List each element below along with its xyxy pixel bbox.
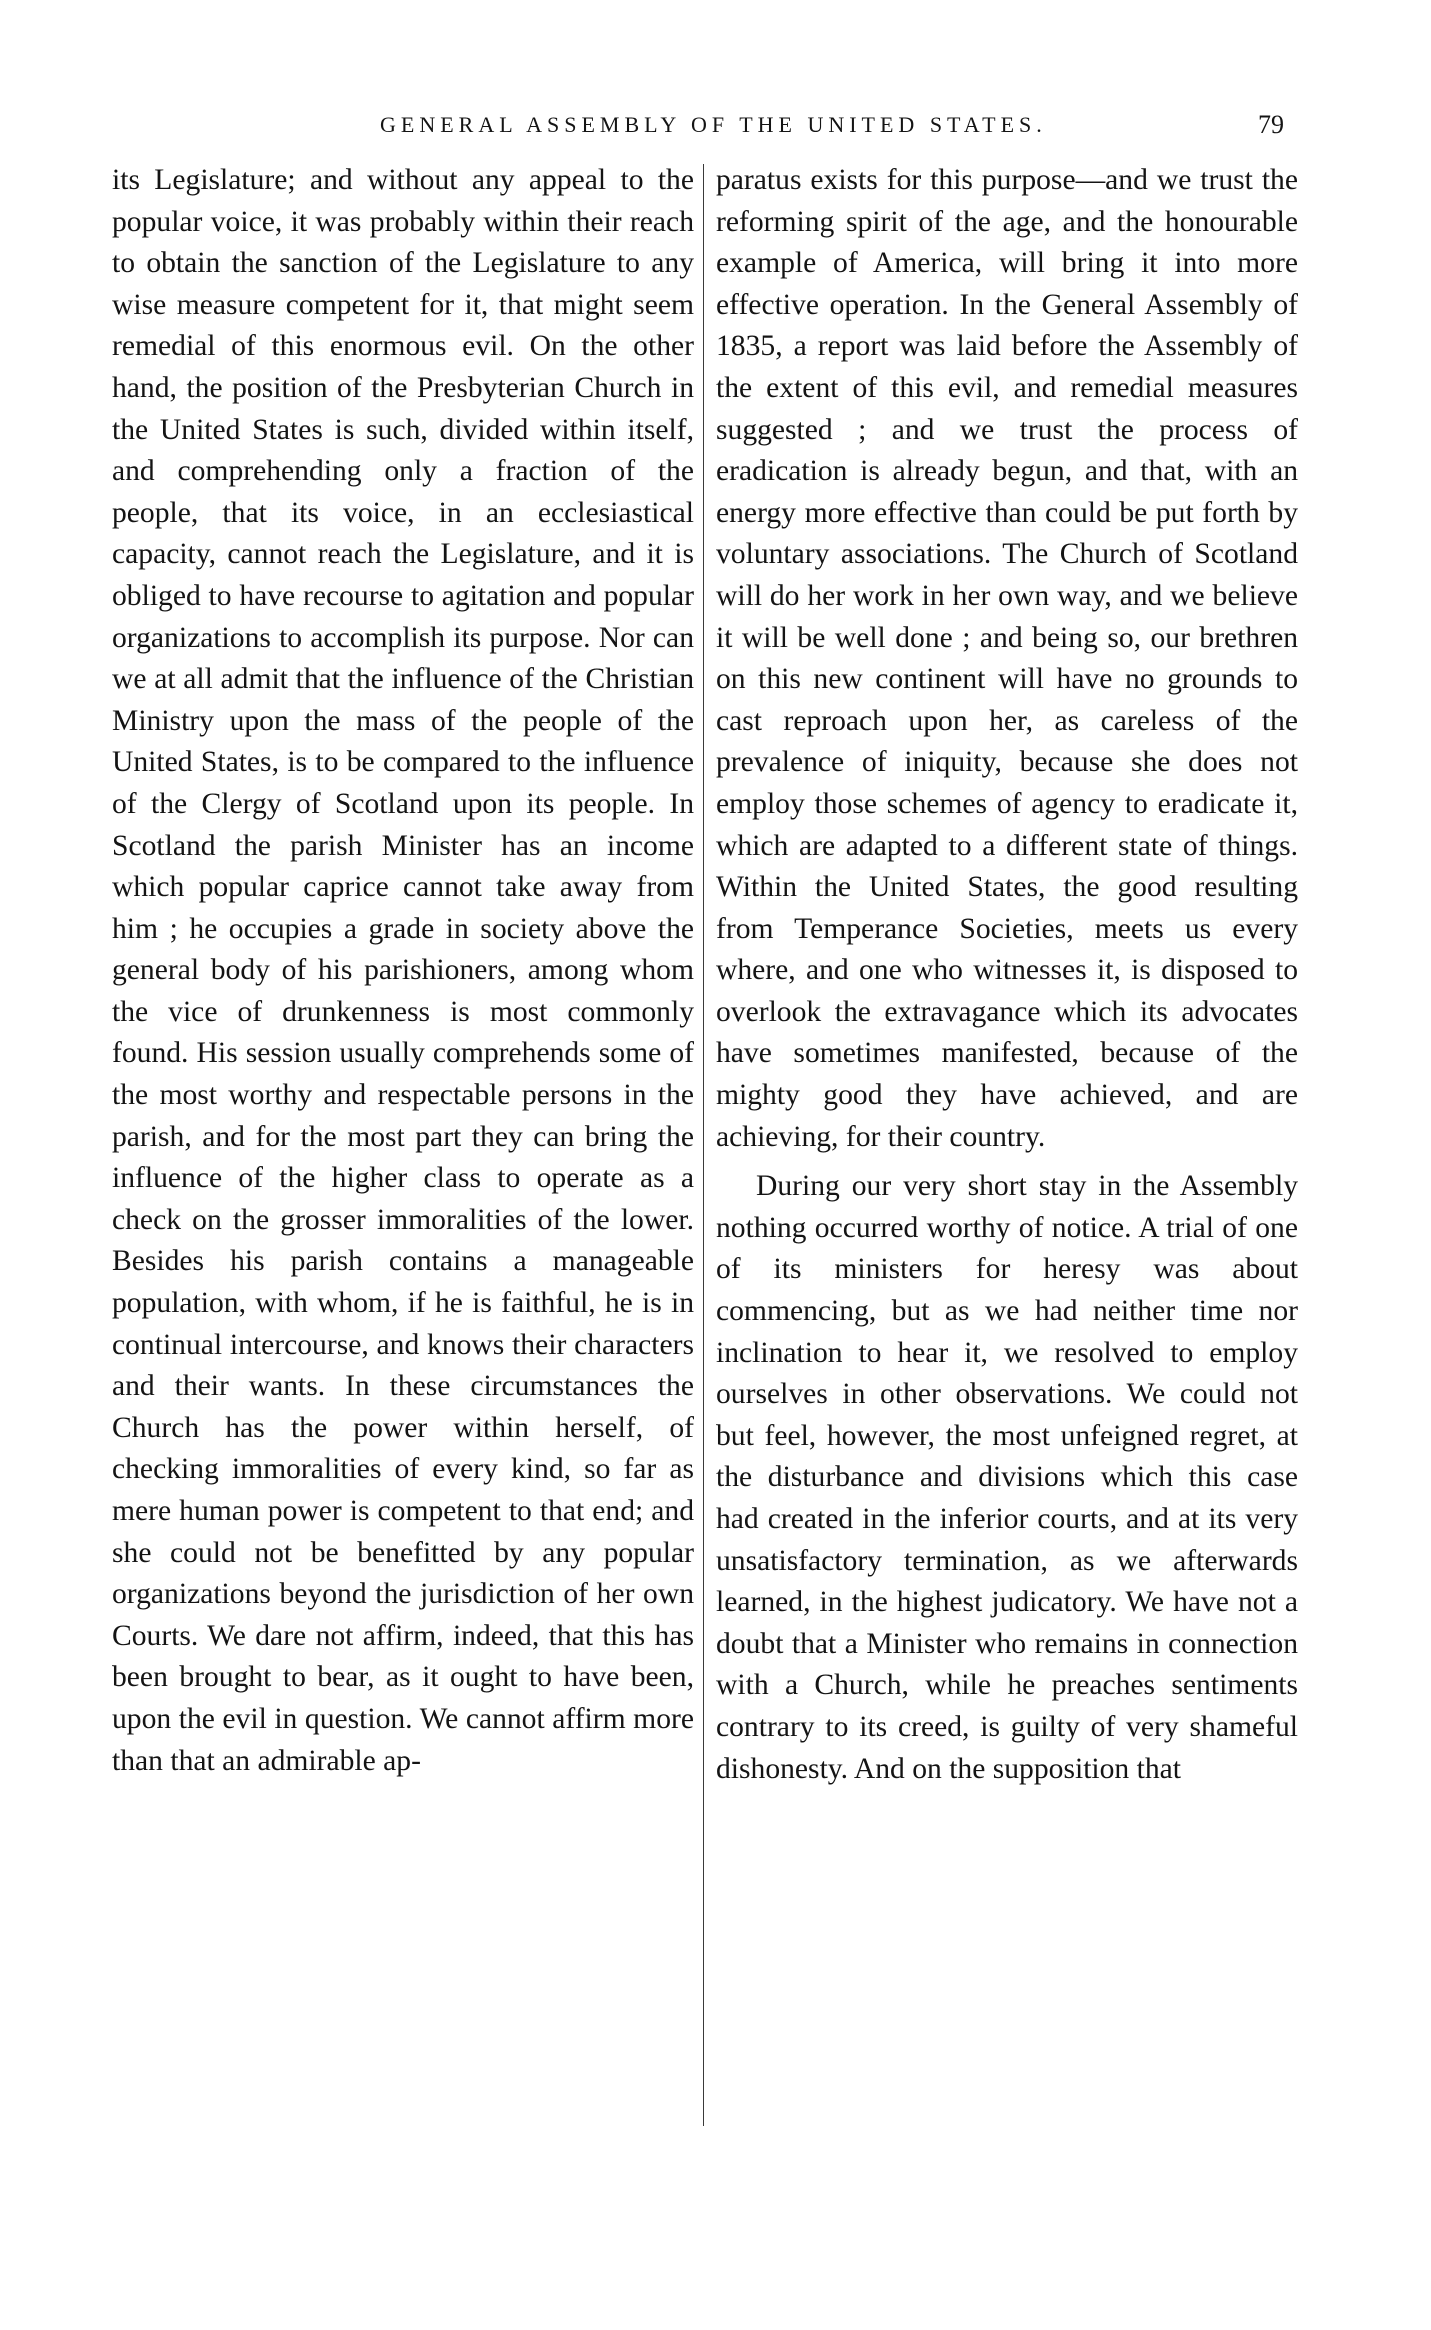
left-column: [112, 160, 694, 1782]
right-column-paragraph-1: paratus exists for this purpose—and we trust the reforming spirit of the age, and the honourable example of America, will bring it into more effective operation. In the General Assembly of 1835, a report was laid before the Assembly of the extent of this evil, and remedial measures suggested ; and we trust the process of eradication is already begun, and that, with an energy more effective than could be put forth by voluntary associations. The Church of Scotland will do her work in her own way, and we believe it will be well done ; and being so, our brethren on this new continent will have no grounds to cast reproach upon her, as careless of the prevalence of iniquity, because she does not employ those schemes of agency to eradicate it, which are adapted to a different state of things. Within the United States, the good resulting from Temperance Societies, meets us every where, and one who witnesses it, is disposed to overlook the extravagance which its advocates have sometimes manifested, because of the mighty good they have achieved, and are achieving, for their country.: [716, 164, 1298, 1153]
page-header: [112, 112, 1292, 152]
column-divider: [703, 164, 704, 2126]
running-head: GENERAL ASSEMBLY OF THE UNITED STATES.: [380, 112, 1047, 137]
left-column-paragraph: its Legislature; and without any appeal to the popular voice, it was probably within their reach to obtain the sanction of the Legislature to any wise measure competent for it, that might seem remedial of this enormous evil. On the other hand, the position of the Presbyterian Church in the United States is such, divided within itself, and comprehending only a fraction of the people, that its voice, in an ecclesiastical capacity, cannot reach the Legislature, and it is obliged to have recourse to agitation and popular organizations to accomplish its purpose. Nor can we at all admit that the influence of the Christian Ministry upon the mass of the people of the United States, is to be compared to the influence of the Clergy of Scotland upon its people. In Scotland the parish Minister has an income which popular caprice cannot take away from him ; he occupies a grade in society above the general body of his parishioners, among whom the vice of drunkenness is most commonly found. His session usually comprehends some of the most worthy and respectable persons in the parish, and for the most part they can bring the influence of the higher class to operate as a check on the grosser immoralities of the lower. Besides his parish contains a manageable population, with whom, if he is faithful, he is in continual intercourse, and knows their characters and their wants. In these circumstances the Church has the power within herself, of checking immoralities of every kind, so far as mere human power is competent to that end; and she could not be benefitted by any popular organizations beyond the jurisdiction of her own Courts. We dare not affirm, indeed, that this has been brought to bear, as it ought to have been, upon the evil in question. We cannot affirm more than that an admirable ap-: [112, 164, 694, 1777]
page-number: 79: [1258, 110, 1284, 139]
right-column: [716, 160, 1298, 1790]
right-column-paragraph-2: During our very short stay in the Assembly nothing occurred worthy of notice. A trial of one of its ministers for heresy was about commencing, but as we had neither time nor inclination to hear it, we resolved to employ ourselves in other observations. We could not but feel, however, the most unfeigned regret, at the disturbance and divisions which this case had created in the inferior courts, and at its very unsatisfactory termination, as we afterwards learned, in the highest judicatory. We have not a doubt that a Minister who remains in connection with a Church, while he preaches sentiments contrary to its creed, is guilty of very shameful dishonesty. And on the supposition that: [716, 1170, 1298, 1785]
